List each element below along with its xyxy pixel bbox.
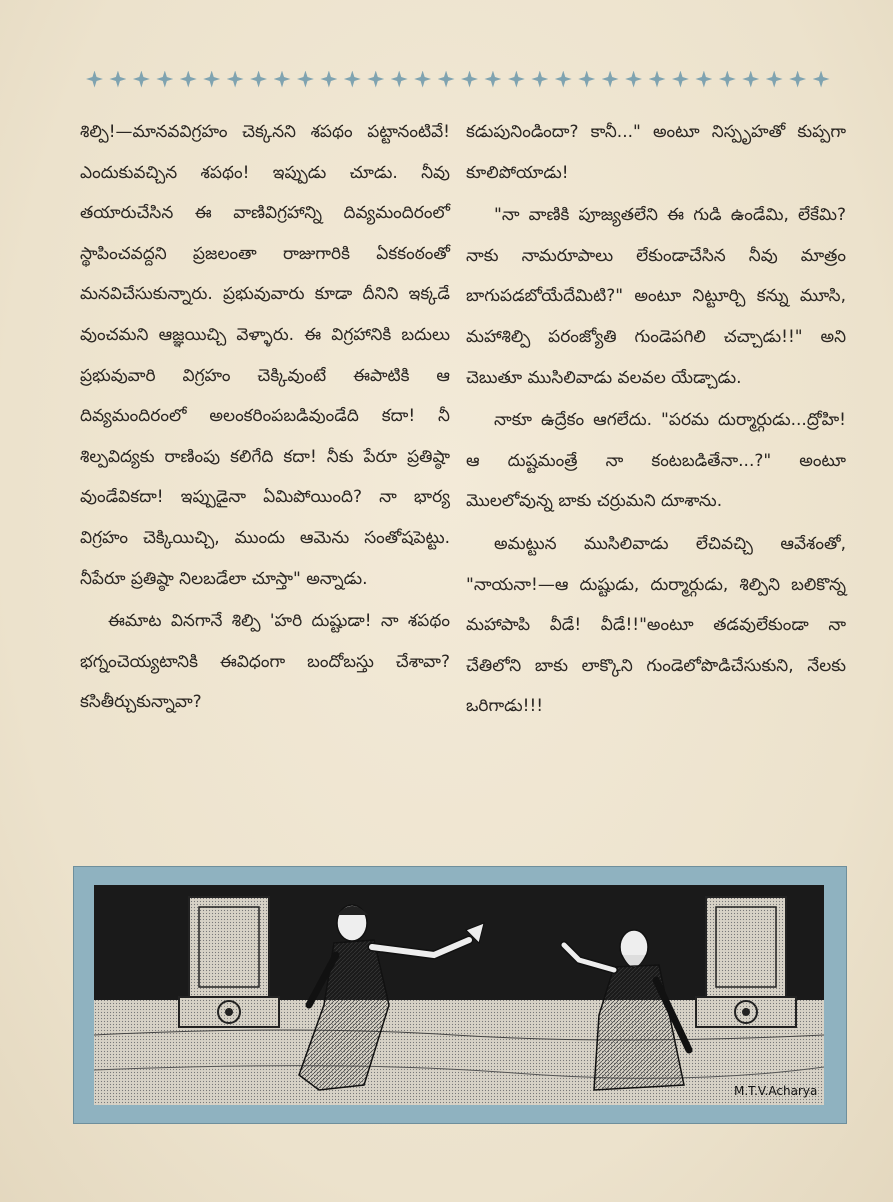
paragraph: ఈమాట వినగానే శిల్పి 'హరి దుష్టుడా! నా శపథం భగ్నంచెయ్యటానికి ఈవిధంగా బందోబస్తు చేశావా? కసితీర్చుకున్నావా? — [80, 611, 450, 713]
paragraph: "నా వాణికి పూజ్యతలేని ఈ గుడి ఉండేమి, లేకేమి? నాకు నామరూపాలు లేకుండాచేసిన నీవు మాత్రం బాగుపడబోయేదేమిటి?" అంటూ నిట్టూర్చి కన్ను మూసి, మహాశిల్పి పరంజ్యోతి గుండెపగిలి చచ్చాడు!!" అని చెబుతూ ముసిలివాడు వలవల యేడ్చాడు. — [466, 205, 846, 388]
right-pedestal — [696, 897, 796, 1027]
left-pedestal — [179, 897, 279, 1027]
right-column — [466, 112, 846, 727]
paragraph: కడుపునిండిందా? కానీ..." అంటూ నిస్పృహతో కుప్పగా కూలిపోయాడు! — [466, 122, 846, 183]
story-illustration — [73, 866, 847, 1124]
decorative-border — [86, 66, 830, 92]
left-column — [80, 112, 450, 723]
illustration-drawing — [94, 885, 824, 1105]
paragraph: నాకూ ఉద్రేకం ఆగలేదు. "పరమ దుర్మార్గుడు...ద్రోహి! ఆ దుష్టమంత్రే నా కంటబడితేనా...?" అంటూ మొలలోవున్న బాకు చర్రుమని దూశాను. — [466, 410, 846, 512]
artist-signature: M.T.V.Acharya — [734, 1084, 818, 1098]
paragraph: అమట్టున ముసిలివాడు లేచివచ్చి ఆవేశంతో, "నాయనా!—ఆ దుష్టుడు, దుర్మార్గుడు, శిల్పిని బలికొన్న మహాపాపి వీడే! వీడే!!"అంటూ తడవులేకుండా నా చేతిలోని బాకు లాక్కొని గుండెలోపొడిచేసుకుని, నేలకు ఒరిగాడు!!! — [466, 533, 846, 717]
paragraph: శిల్పి!—మానవవిగ్రహం చెక్కనని శపథం పట్టానంటివే! ఎందుకువచ్చిన శపథం! ఇప్పుడు చూడు. నీవు తయారుచేసిన ఈ వాణివిగ్రహాన్ని దివ్యమందిరంలో స్థాపించవద్దని ప్రజలంతా రాజుగారికి ఏకకంఠంతో మనవిచేసుకున్నారు. ప్రభువువారు కూడా దీనిని ఇక్కడే వుంచమని ఆజ్ఞయిచ్చి వెళ్ళారు. ఈ విగ్రహానికి బదులు ప్రభువువారి విగ్రహం చెక్కివుంటే ఈపాటికి ఆ దివ్యమందిరంలో అలంకరింపబడివుండేది కదా! నీ శిల్పవిద్యకు రాణింపు కలిగేది కదా! నీకు పేరూ ప్రతిష్ఠా వుండేవికదా! ఇప్పుడైనా ఏమిపోయింది? నా భార్య విగ్రహం చెక్కియిచ్చి, ముందు ఆమెను సంతోషపెట్టు. నీపేరూ ప్రతిష్ఠా నిలబడేలా చూస్తా" అన్నాడు. — [80, 122, 450, 589]
